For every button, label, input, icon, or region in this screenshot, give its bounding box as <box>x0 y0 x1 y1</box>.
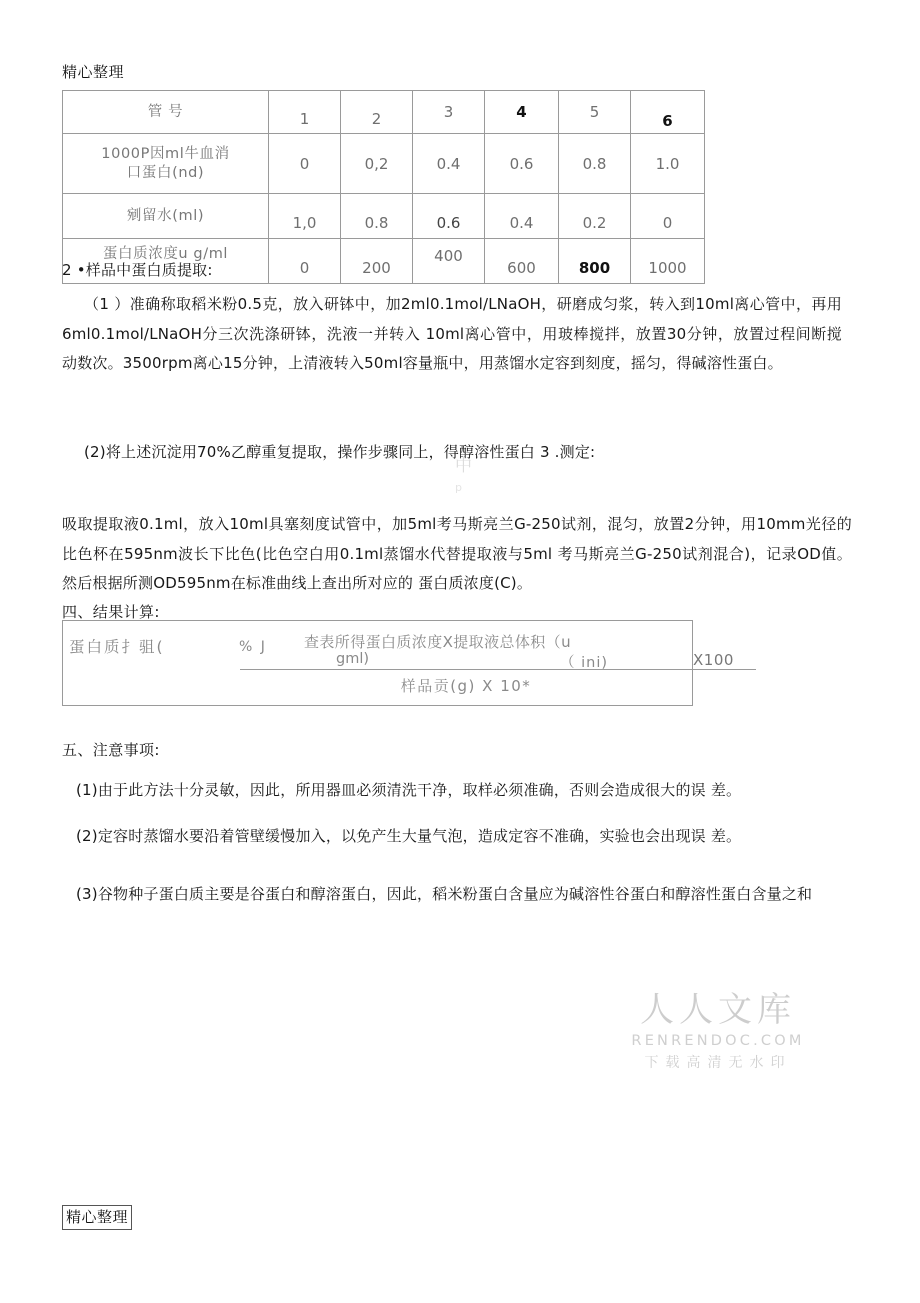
standard-curve-table <box>62 90 705 284</box>
row-label-bsa: 1000P因ml牛血消 口蛋白(nd) <box>63 134 269 194</box>
paragraph-step-2: (2)将上述沉淀用70%乙醇重复提取，操作步骤同上，得醇溶性蛋白 3 .测定: <box>84 443 596 461</box>
formula-percent-symbol: % J <box>239 639 267 655</box>
cell-bsa-3: 0.4 <box>413 134 485 194</box>
note-item-3: (3)谷物种子蛋白质主要是谷蛋白和醇溶蛋白，因此，稻米粉蛋白含量应为碱溶性谷蛋白和醇溶性蛋白含量之和 <box>76 885 813 903</box>
table-row <box>63 134 705 194</box>
page-footer-label: 精心整理 <box>62 1205 132 1230</box>
cell-conc-3: 400 <box>413 239 485 284</box>
cell-water-2: 0.8 <box>341 194 413 239</box>
watermark-mid-sub: p <box>455 481 465 494</box>
cell-tube-5: 5 <box>559 91 631 134</box>
formula-numerator <box>240 625 692 669</box>
cell-conc-5: 800 <box>559 239 631 284</box>
cell-conc-6: 1000 <box>631 239 705 284</box>
section-heading-result: 四、结果计算: <box>62 603 160 621</box>
formula-numerator-line1: 查表所得蛋白质浓度X提取液总体积（u <box>304 633 571 651</box>
cell-tube-6: 6 <box>631 91 705 134</box>
cell-water-6: 0 <box>631 194 705 239</box>
formula-numerator-line2: gml) <box>336 651 370 667</box>
cell-tube-4: 4 <box>485 91 559 134</box>
formula-left-label: 蛋白质扌驵( <box>69 638 165 656</box>
cell-water-3: 0.6 <box>413 194 485 239</box>
cell-tube-2: 2 <box>341 91 413 134</box>
row-label-tube-number: 管 号 <box>63 91 269 134</box>
cell-bsa-4: 0.6 <box>485 134 559 194</box>
cell-bsa-5: 0.8 <box>559 134 631 194</box>
row-label-protein-concentration: 蛋白质浓度u g/ml <box>63 239 269 284</box>
row-label-distilled-water: 剜留水(ml) <box>63 194 269 239</box>
section-heading-extraction: 2 •样品中蛋白质提取: <box>62 261 213 279</box>
cell-water-1: 1,0 <box>269 194 341 239</box>
cell-water-4: 0.4 <box>485 194 559 239</box>
watermark-logo-cn: 人人文库 <box>640 990 796 1030</box>
formula-fraction-bar <box>240 669 756 670</box>
cell-bsa-1: 0 <box>269 134 341 194</box>
note-item-2: (2)定容时蒸馏水要沿着管壁缓慢加入，以免产生大量气泡，造成定容不准确，实验也会出现误 差。 <box>76 827 742 845</box>
formula-denominator: 样品贡(g) X 10* <box>400 677 532 695</box>
cell-conc-1: 0 <box>269 239 341 284</box>
formula-numerator-line3: （ ini) <box>560 655 609 671</box>
paragraph-step-1: （1 ）准确称取稻米粉0.5克，放入研钵中，加2ml0.1mol/LNaOH，研磨成匀浆，转入到10ml离心管中，再用6ml0.1mol/LNaOH分三次洗涤研钵，洗液一并转入 10ml离心管中，用玻棒搅拌，放置30分钟，放置过程间断搅动数次。3500rpm离心15分钟，上清液转入50ml容量瓶中，用蒸馏水定容到刻度，摇匀，得碱溶性蛋白。 <box>62 295 842 372</box>
table-row <box>63 91 705 134</box>
note-item-1: (1)由于此方法十分灵敏，因此，所用器皿必须清洗干净，取样必须准确，否则会造成很大的误 差。 <box>76 781 742 799</box>
section-heading-notes: 五、注意事项: <box>62 741 160 759</box>
watermark-logo-url: RENRENDOC.COM <box>631 1033 805 1049</box>
cell-conc-4: 600 <box>485 239 559 284</box>
cell-conc-2: 200 <box>341 239 413 284</box>
cell-bsa-6: 1.0 <box>631 134 705 194</box>
formula-box <box>62 620 734 706</box>
watermark-logo <box>628 990 808 1074</box>
cell-tube-1: 1 <box>269 91 341 134</box>
table-row <box>63 194 705 239</box>
watermark-mid-text: 中 <box>455 456 482 476</box>
paragraph-measurement: 吸取提取液0.1ml，放入10ml具塞刻度试管中，加5ml考马斯亮兰G-250试剂，混匀，放置2分钟，用10mm光径的比色杯在595nm波长下比色(比色空白用0.1ml蒸馏水代替提取液与5ml 考马斯亮兰G-250试剂混合)，记录OD值。然后根据所测OD595nm在标准曲线上查出所对应的 蛋白质浓度(C)。 <box>62 515 852 592</box>
cell-bsa-2: 0,2 <box>341 134 413 194</box>
cell-water-5: 0.2 <box>559 194 631 239</box>
cell-tube-3: 3 <box>413 91 485 134</box>
page-header-label: 精心整理 <box>62 63 125 81</box>
formula-multiplier: X100 <box>693 651 734 669</box>
watermark-logo-tagline: 下载高清无水印 <box>644 1055 792 1071</box>
